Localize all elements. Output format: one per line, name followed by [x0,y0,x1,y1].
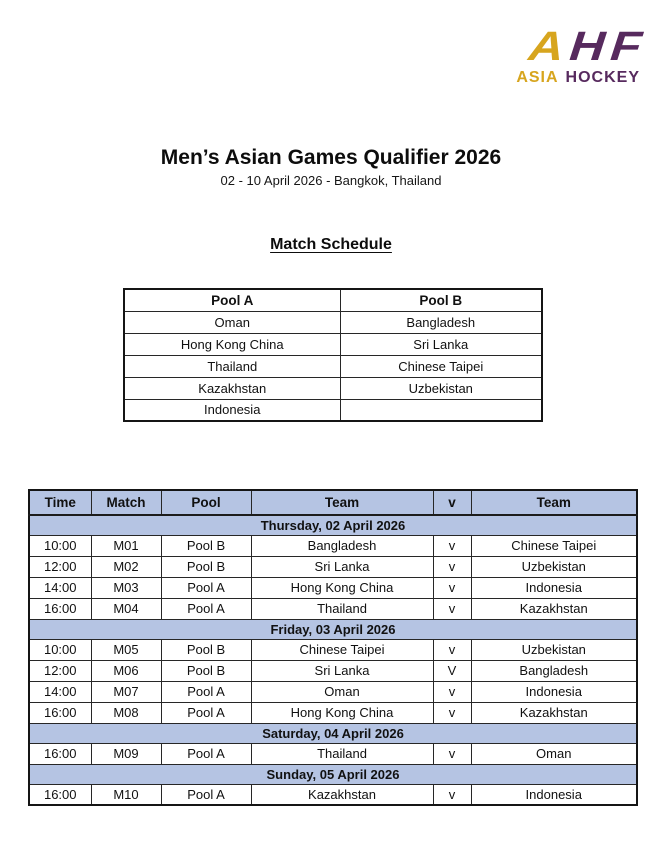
versus-cell: v [433,702,471,723]
pools-table-body [124,311,542,421]
match-number-cell: M09 [91,743,161,764]
pool-team-cell: Oman [124,311,340,333]
time-cell: 12:00 [29,556,91,577]
time-cell: 16:00 [29,598,91,619]
time-cell: 12:00 [29,660,91,681]
team-one-cell: Sri Lanka [251,660,433,681]
match-number-cell: M06 [91,660,161,681]
ahf-monogram [522,23,655,69]
team-one-cell: Thailand [251,598,433,619]
match-number-cell: M01 [91,535,161,556]
time-cell: 16:00 [29,702,91,723]
pool-teams-row [124,377,542,399]
title-block [0,146,662,188]
pool-header: Pool [161,490,251,515]
pool-column-header-a: Pool A [124,289,340,311]
pool-team-cell: Bangladesh [340,311,542,333]
date-band-row [29,515,637,535]
match-row [29,660,637,681]
match-number-cell: M07 [91,681,161,702]
pool-cell: Pool B [161,639,251,660]
ahf-logo [516,23,655,86]
logo-word-asia: ASIA [516,69,559,86]
team-two-cell: Indonesia [471,577,637,598]
pool-column-header-b: Pool B [340,289,542,311]
versus-cell: v [433,598,471,619]
team-one-cell: Kazakhstan [251,784,433,805]
team-two-cell: Chinese Taipei [471,535,637,556]
match-header: Match [91,490,161,515]
match-row [29,743,637,764]
team-two-cell: Uzbekistan [471,556,637,577]
date-band-label: Thursday, 02 April 2026 [29,515,637,535]
team-one-cell: Oman [251,681,433,702]
pools-table [123,288,543,422]
logo-letters-hf: HF [563,23,655,69]
match-row [29,681,637,702]
pool-cell: Pool B [161,660,251,681]
versus-cell: v [433,577,471,598]
team-two-cell: Indonesia [471,784,637,805]
date-band-label: Saturday, 04 April 2026 [29,723,637,743]
versus-cell: v [433,556,471,577]
schedule-table-container [28,489,638,806]
team-two-cell: Kazakhstan [471,702,637,723]
pool-teams-row [124,399,542,421]
pool-team-cell: Chinese Taipei [340,355,542,377]
versus-cell: v [433,681,471,702]
match-number-cell: M08 [91,702,161,723]
pool-teams-row [124,311,542,333]
date-band-label: Sunday, 05 April 2026 [29,764,637,784]
match-number-cell: M05 [91,639,161,660]
versus-cell: v [433,743,471,764]
date-band-row [29,764,637,784]
time-header: Time [29,490,91,515]
event-dates-location: 02 - 10 April 2026 - Bangkok, Thailand [220,173,442,188]
team-one-cell: Thailand [251,743,433,764]
pool-cell: Pool A [161,702,251,723]
pool-cell: Pool B [161,535,251,556]
match-row [29,784,637,805]
pools-table-container [123,288,543,422]
versus-cell: v [433,639,471,660]
time-cell: 10:00 [29,639,91,660]
time-cell: 16:00 [29,784,91,805]
time-cell: 10:00 [29,535,91,556]
date-band-label: Friday, 03 April 2026 [29,619,637,639]
time-cell: 16:00 [29,743,91,764]
versus-header: v [433,490,471,515]
versus-cell: V [433,660,471,681]
match-schedule-heading: Match Schedule [270,236,392,253]
pool-cell: Pool A [161,743,251,764]
team-one-cell: Hong Kong China [251,577,433,598]
date-band-row [29,723,637,743]
team-header: Team [471,490,637,515]
time-cell: 14:00 [29,577,91,598]
pool-team-cell: Uzbekistan [340,377,542,399]
versus-cell: v [433,535,471,556]
pool-teams-row [124,333,542,355]
team-one-cell: Bangladesh [251,535,433,556]
page-title: Men’s Asian Games Qualifier 2026 [160,146,502,169]
match-number-cell: M02 [91,556,161,577]
schedule-header-row [29,490,637,515]
pool-cell: Pool A [161,681,251,702]
pool-cell: Pool A [161,784,251,805]
match-number-cell: M04 [91,598,161,619]
pools-header-row [124,289,542,311]
schedule-table [28,489,638,806]
schedule-table-body [29,515,637,805]
match-row [29,639,637,660]
pool-cell: Pool A [161,577,251,598]
versus-cell: v [433,784,471,805]
match-number-cell: M03 [91,577,161,598]
match-number-cell: M10 [91,784,161,805]
pool-cell: Pool B [161,556,251,577]
team-two-cell: Uzbekistan [471,639,637,660]
logo-word-hockey: HOCKEY [565,69,640,86]
pool-cell: Pool A [161,598,251,619]
match-row [29,702,637,723]
team-one-cell: Chinese Taipei [251,639,433,660]
logo-letter-a: A [522,23,579,69]
pool-team-cell [340,399,542,421]
team-two-cell: Bangladesh [471,660,637,681]
match-row [29,535,637,556]
pool-teams-row [124,355,542,377]
team-two-cell: Kazakhstan [471,598,637,619]
match-row [29,577,637,598]
asia-hockey-wordmark [516,70,640,86]
team-one-cell: Hong Kong China [251,702,433,723]
pool-team-cell: Thailand [124,355,340,377]
team-two-cell: Indonesia [471,681,637,702]
team-header: Team [251,490,433,515]
match-row [29,556,637,577]
pool-team-cell: Indonesia [124,399,340,421]
date-band-row [29,619,637,639]
pool-team-cell: Kazakhstan [124,377,340,399]
pool-team-cell: Hong Kong China [124,333,340,355]
match-row [29,598,637,619]
pool-team-cell: Sri Lanka [340,333,542,355]
team-one-cell: Sri Lanka [251,556,433,577]
team-two-cell: Oman [471,743,637,764]
time-cell: 14:00 [29,681,91,702]
